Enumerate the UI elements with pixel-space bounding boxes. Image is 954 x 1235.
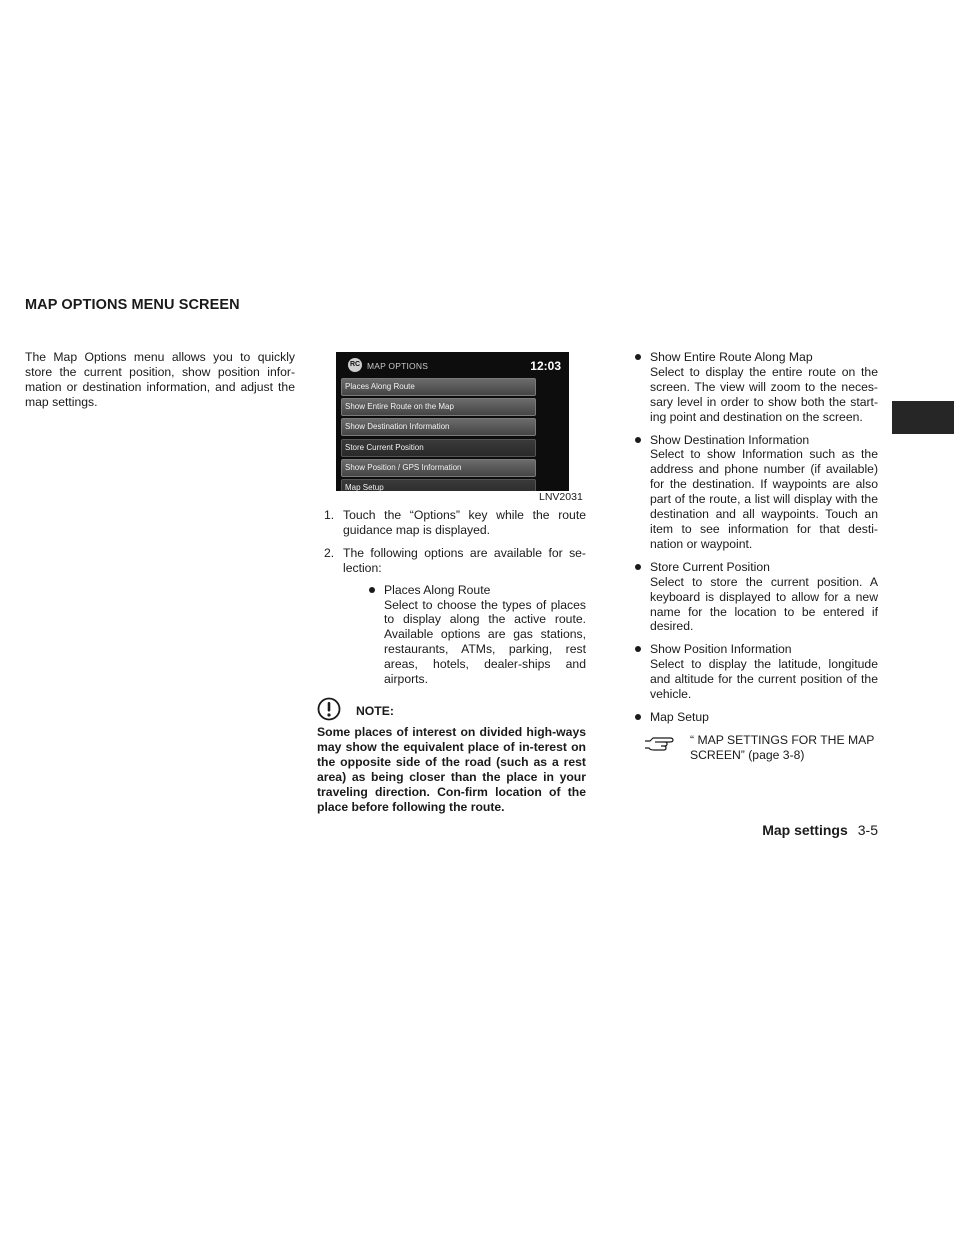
step-number: 2. — [324, 545, 335, 560]
screen-menu-item: Store Current Position — [341, 439, 536, 457]
step-item — [317, 508, 586, 538]
bullet-title: Map Setup — [650, 709, 709, 724]
bullet-text: Select to store the current position. A keyboard is displayed to allow for a new name for the location to be entered if desired. — [650, 574, 878, 634]
screen-title: MAP OPTIONS — [367, 361, 429, 371]
screen-logo-icon: RC — [348, 358, 362, 372]
map-options-screen-image — [336, 352, 569, 491]
reference-text[interactable]: “ MAP SETTINGS FOR THE MAP SCREEN” (page 3-8) — [690, 732, 875, 762]
screen-menu-item: Show Entire Route on the Map — [341, 398, 536, 416]
bullet-item — [634, 433, 878, 552]
bullet-dot-icon — [635, 646, 641, 652]
footer-section: Map settings — [762, 822, 848, 838]
bullet-dot-icon — [369, 587, 375, 593]
chapter-tab — [892, 401, 954, 434]
exclamation-circle-icon — [317, 697, 341, 721]
page-footer — [762, 822, 878, 838]
figure-code: LNV2031 — [539, 491, 583, 503]
bullet-title: Store Current Position — [650, 559, 770, 574]
bullet-title: Places Along Route — [384, 582, 491, 597]
screen-menu-list — [341, 378, 536, 491]
bullet-text: Select to show Information such as the address and phone number (if available) for the destination. If waypoints are also part of the route, a list will display with the destination and all waypoints. Touch an item to see information for that desti-nation or waypoint. — [650, 447, 878, 551]
middle-column — [317, 508, 586, 814]
step-text: The following options are available for se-lection: — [343, 545, 586, 575]
bullet-item — [368, 583, 586, 687]
footer-page-number: 3-5 — [857, 822, 878, 838]
screen-menu-item: Show Destination Information — [341, 418, 536, 436]
bullet-text: Select to choose the types of places to display along the active route. Available options are gas stations, restaurants, ATMs, parking, rest areas, hotels, dealer-ships and airports. — [384, 597, 586, 687]
bullet-title: Show Destination Information — [650, 432, 810, 447]
screen-header — [336, 352, 569, 376]
pointing-hand-icon — [643, 733, 675, 753]
step-number: 1. — [324, 508, 335, 522]
bullet-dot-icon — [635, 714, 641, 720]
bullet-text: Select to display the entire route on the screen. The view will zoom to the neces-sary level in order to show both the start-ing point and destination on the screen. — [650, 364, 878, 424]
bullet-title: Show Position Information — [650, 642, 792, 657]
bullet-title: Show Entire Route Along Map — [650, 350, 813, 364]
screen-menu-item: Show Position / GPS Information — [341, 459, 536, 477]
intro-paragraph: The Map Options menu allows you to quickly store the current position, show position infor-mation or destination information, and adjust the map settings. — [25, 350, 295, 409]
bullet-dot-icon — [635, 354, 641, 360]
right-column — [634, 350, 878, 763]
bullet-item — [634, 560, 878, 635]
note-label: NOTE: — [356, 703, 394, 718]
bullet-item — [634, 350, 878, 425]
screen-menu-item: Places Along Route — [341, 378, 536, 396]
bullet-item — [634, 710, 878, 725]
bullet-dot-icon — [635, 564, 641, 570]
bullet-item — [634, 642, 878, 702]
cross-reference — [634, 733, 878, 763]
bullet-text: Select to display the latitude, longitude and altitude for the current position of the vehicle. — [650, 657, 878, 702]
section-title: MAP OPTIONS MENU SCREEN — [25, 297, 240, 313]
bullet-dot-icon — [635, 437, 641, 443]
note-text: Some places of interest on divided high-ways may show the equivalent place of in-terest on the opposite side of the road (such as a rest area) as being closer than the place in your traveling direction. Con-firm location of the place before following the route. — [317, 724, 586, 814]
note-header — [317, 697, 586, 725]
screen-clock: 12:03 — [530, 359, 561, 373]
step-text: Touch the “Options” key while the route guidance map is displayed. — [343, 508, 586, 537]
screen-menu-item: Map Setup — [341, 479, 536, 491]
step-item — [317, 546, 586, 687]
